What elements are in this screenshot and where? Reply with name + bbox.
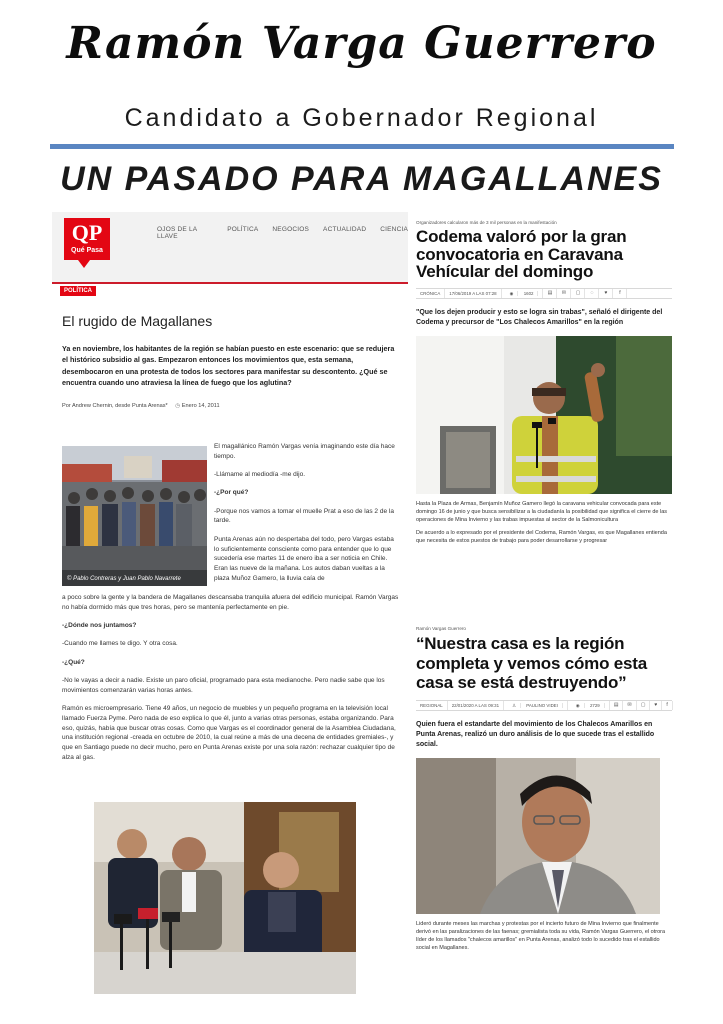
body-paragraph: Ramón es microempresario. Tiene 49 años, un negocio de muebles y un pequeño programa en la televisión local llamado Fuerza Pyme. Pero nada de eso explica lo que él, junto a varias otras personas, estaba organizando. Para eso, quizás, había que buscar otras cosas. Como que Vargas es el coordinador general de la Asamblea Ciudadana, una institución regional -creada en octubre de 2010, la cual reúne a más de una decena de entidades gremiales-, y que en Santiago puede no decir mucho, pero en Punta Arenas existe por una sola razón: rechazar cualquier tipo de alza al gas. [62,705,396,762]
nav-item-ciencia[interactable]: CIENCIA [380,226,408,233]
nav-item-negocios[interactable]: NEGOCIOS [272,226,310,233]
quepasa-red-rule [52,282,408,284]
twitter-icon[interactable]: ♥ [599,289,613,298]
twitter-icon[interactable]: ♥ [650,701,662,710]
article-quote: "Que los dejen producir y esto se logra sin trabas", señaló el dirigente del Codema y precursor de "Los Chalecos Amarillos" en la región [416,308,663,326]
article-kicker: Ramón Vargas Guerrero [416,626,466,631]
eye-icon: ◉ [506,291,519,296]
body-paragraph: a poco sobre la gente y la bandera de Magallanes descansaba tranquila afuera del edificio municipal. Ramón Vargas no había dormido más que tres horas, pero se mantenía perfectamente en pie. [62,594,399,611]
meta-section[interactable]: CRÓNICA [416,289,445,298]
press-conference-photo [94,802,356,994]
body-paragraph: -No le vayas a decir a nadie. Existe un paro oficial, programado para esta medianoche. Pero nadie sabe que los movimientos comenzarán varias horas antes. [62,676,385,694]
body-paragraph: Punta Arenas aún no despertaba del todo, pero Vargas estaba lo suficientemente consciente como para entender que lo que sucedería ese martes 11 de enero iba a ser noticia en Chile. Eran las nueve de la mañana. Los autos daban vueltas a la plaza Muñoz Gamero, la lluvia caía de [214,535,394,582]
article-body-full [62,593,402,771]
quepasa-logo-letters: QP [71,220,103,245]
body-paragraph-bold: -¿Dónde nos juntamos? [62,622,137,630]
body-paragraph: -Porque nos vamos a tomar el muelle Prat a eso de las 2 de la tarde. [214,507,394,525]
byline-date: Enero 14, 2011 [181,403,220,409]
meta-section[interactable]: REGIONAL [416,701,448,710]
article-interview [416,625,672,952]
whatsapp-icon[interactable]: ◌ [585,289,599,298]
print-icon[interactable]: ▤ [610,701,624,710]
article-title: “Nuestra casa es la región completa y vemos cómo esta casa se está destruyendo” [416,634,648,692]
candidate-name: Ramón Varga Guerrero [66,18,657,69]
body-paragraph: -Cuando me llames te digo. Y otra cosa. [62,640,178,648]
article-title: El rugido de Magallanes [62,313,213,329]
meta-views [502,289,544,298]
meta-views-count: 1602 [520,291,539,296]
quepasa-topbar [52,212,408,284]
facebook-icon[interactable]: f [613,289,627,298]
quepasa-logo-tail [78,260,90,268]
article-codema [416,219,672,545]
eye-icon: ◉ [572,703,585,708]
email-icon[interactable]: ✉ [623,701,636,710]
nav-item-ojos[interactable]: OJOS DE LA LLAVE [157,226,197,240]
nav-item-actualidad[interactable]: ACTUALIDAD [323,226,367,233]
photo-credit: © Pablo Contreras y Juan Pablo Navarrete [67,576,181,582]
header-divider [50,144,674,149]
article-title: Codema valoró por la gran convocatoria en Caravana Vehícular del domingo [416,227,627,281]
body-paragraph-bold: -¿Por qué? [214,489,249,497]
clock-icon: ◷ [175,403,181,409]
category-badge[interactable]: POLÍTICA [60,286,96,296]
comment-icon[interactable]: ▢ [637,701,651,710]
body-paragraph-bold: -¿Qué? [62,658,85,666]
candidate-subtitle: Candidato a Gobernador Regional [124,104,599,132]
quepasa-clipping [52,212,408,762]
body-paragraph [62,621,402,631]
page-headline: UN PASADO PARA MAGALLANES [60,160,663,198]
body-paragraph [62,658,402,668]
portrait-photo [416,758,660,914]
article-lead: Ya en noviembre, los habitantes de la región se habían puesto en este escenario: que se redujera el histórico subsidio al gas. Empezaron entonces los movimientos que, esta semana, desembocaron en una protesta de todos los sectores para manifestar su descontento. ¿Qué se encuentra cuando uno atraviesa la línea de fuego que los aglutina? [62,344,395,387]
meta-date: 17/06/2019 A LAS 07:28 [445,289,501,298]
meta-author [504,701,568,710]
meta-views [568,701,610,710]
meta-author-name: PAULINO VIDEI [522,703,563,708]
print-icon[interactable]: ▤ [543,289,557,298]
article-quote: Quien fuera el estandarte del movimiento de los Chalecos Amarillos en Punta Arenas, realizó un duro análisis de lo que sucede tras el estallido social. [416,720,655,748]
comment-icon[interactable]: ▢ [571,289,585,298]
article-kicker: Organizadores calcularon más de 3 mil personas en la manifestación [416,220,557,225]
speaker-megaphone-photo [416,336,672,494]
user-icon: ♙ [508,703,521,708]
photo-caption: Hasta la Plaza de Armas, Benjamín Muñoz Gamero llegó la caravana vehicular convocada para este domingo 16 de junio y que busca sensibilizar a la ciudadanía la posibilidad que significa el cierre de las operaciones de Mina Invierno y las trabas impuestas al sector de la Salmonicultura [416,500,668,523]
byline-author: Por Andrew Chernin, desde Punta Arenas* [62,403,168,409]
photo-caption: Lideró durante meses las marchas y protestas por el incierto futuro de Mina Invierno que finalmente derivó en las paralizaciones de las faenas; gremialista toda su vida, Ramón Vargas Guerrero, el otrora líder de los llamados "chalecos amarillos" en Punta Arenas, analizó todo lo sucedido tras el estallido social en Magallanes. [416,920,666,951]
quepasa-nav [157,226,408,240]
article-byline [62,403,220,409]
protest-crowd-photo [62,446,207,586]
quepasa-logo[interactable] [64,218,110,260]
body-paragraph: -Llámame al mediodía -me dijo. [214,471,306,479]
article-body-col [214,442,396,592]
article-meta-bar [416,288,672,299]
facebook-icon[interactable]: f [662,701,672,710]
article-meta-bar [416,700,672,711]
article-paragraph: De acuerdo a lo expresado por el presidente del Codema, Ramón Vargas, es que Magallanes entienda que necesita de estos puestos de trabajo para poder desarrollarse y progresar [416,529,667,544]
quepasa-logo-sub: Qué Pasa [71,247,103,254]
meta-date: 22/01/2020 A LAS 09:31 [448,701,504,710]
nav-item-politica[interactable]: POLÍTICA [227,226,259,233]
meta-views-count: 2729 [586,703,605,708]
body-paragraph: El magallánico Ramón Vargas venía imaginando este día hace tiempo. [214,443,395,460]
body-paragraph [214,488,396,498]
email-icon[interactable]: ✉ [557,289,571,298]
